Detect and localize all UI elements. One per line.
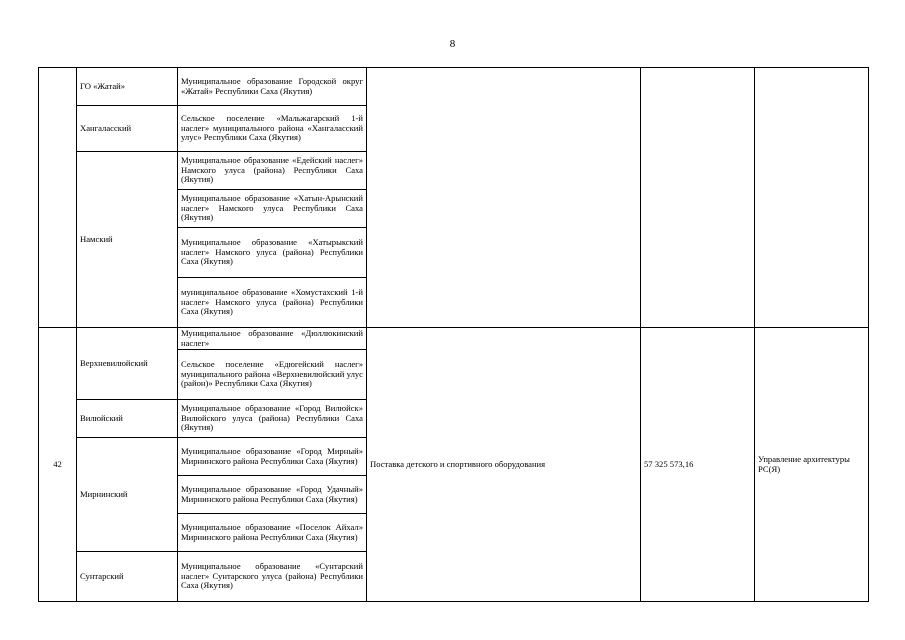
municipality-cell: Сельское поселение «Едюгейский наслег» муниципального района «Верхневилюйский улус (район)» Республики Саха (Якутия): [178, 350, 367, 400]
district-cell: Вилюйский: [77, 400, 178, 438]
district-cell: Хангаласский: [77, 106, 178, 152]
municipality-cell: Муниципальное образование «Город Вилюйск» Вилюйского улуса (района) Республики Саха (Якутия): [178, 400, 367, 438]
amount-cell: [641, 68, 755, 328]
municipality-cell: Муниципальное образование «Хатын-Арынский наслег» Намского улуса Республики Саха (Якутия): [178, 190, 367, 228]
department-cell: [755, 68, 869, 328]
district-cell: Намский: [77, 152, 178, 328]
description-cell: [367, 68, 641, 328]
municipality-cell: Муниципальное образование «Едейский наслег» Намского улуса (района) Республики Саха (Якутия): [178, 152, 367, 190]
municipality-cell: Муниципальное образование Городской округ «Жатай» Республики Саха (Якутия): [178, 68, 367, 106]
district-cell: Верхневилюйский: [77, 328, 178, 400]
row-number-cell: [39, 68, 77, 328]
row-number-cell: 42: [39, 328, 77, 602]
municipality-cell: Муниципальное образование «Дюллюкинский наслег»: [178, 328, 367, 350]
district-cell: Мирнинский: [77, 438, 178, 552]
table-row: [39, 328, 869, 350]
municipality-cell: Сельское поселение «Мальжагарский 1-й наслег» муниципального района «Хангаласский улус» Республики Саха (Якутия): [178, 106, 367, 152]
municipality-cell: Муниципальное образование «Поселок Айхал» Мирнинского района Республики Саха (Якутия): [178, 514, 367, 552]
municipality-cell: Муниципальное образование «Город Мирный» Мирнинского района Республики Саха (Якутия): [178, 438, 367, 476]
municipality-cell: Муниципальное образование «Город Удачный» Мирнинского района Республики Саха (Якутия): [178, 476, 367, 514]
allocation-table: [38, 67, 869, 602]
department-cell: Управление архитектуры РС(Я): [755, 328, 869, 602]
page-number: 8: [449, 38, 456, 50]
municipality-cell: муниципальное образование «Хомустахский 1-й наслег» Намского улуса (района) Республики Саха (Якутия): [178, 278, 367, 328]
district-cell: Сунтарский: [77, 552, 178, 602]
municipality-cell: Муниципальное образование «Сунтарский наслег» Сунтарского улуса (района) Республики Саха (Якутия): [178, 552, 367, 602]
amount-cell: 57 325 573,16: [641, 328, 755, 602]
table-row: [39, 68, 869, 106]
description-cell: Поставка детского и спортивного оборудования: [367, 328, 641, 602]
municipality-cell: Муниципальное образование «Хатырыкский наслег» Намского улуса (района) Республики Саха (Якутия): [178, 228, 367, 278]
district-cell: ГО «Жатай»: [77, 68, 178, 106]
